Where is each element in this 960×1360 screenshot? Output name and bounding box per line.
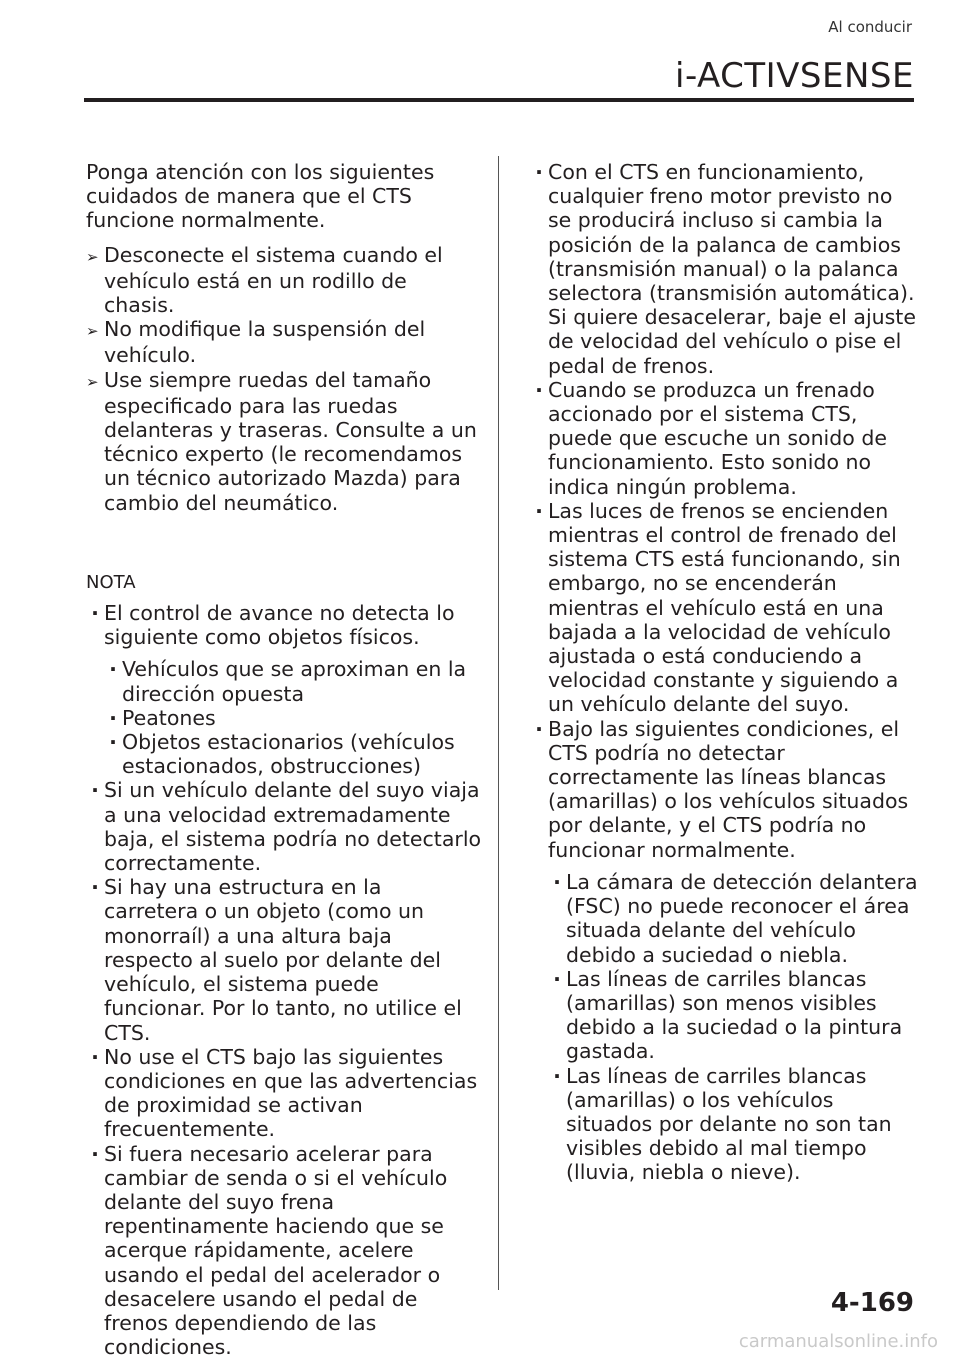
intro-paragraph: Ponga atención con los siguientes cuidados de manera que el CTS funcione normalmente.	[86, 160, 435, 233]
left-column	[86, 160, 482, 1359]
header-rule	[84, 98, 914, 102]
page-number: 4-169	[830, 1288, 914, 1318]
nota-subitem: · Vehículos que se aproximan en la dirección opuesta	[104, 657, 482, 705]
nota-list-continued	[86, 778, 482, 1359]
caution-item: ➢ No modifique la suspensión del vehículo.	[86, 317, 482, 367]
caution-item: ➢ Desconecte el sistema cuando el vehículo está en un rodillo de chasis.	[86, 243, 482, 318]
nota-item: · Si hay una estructura en la carretera o un objeto (como un monorraíl) a una altura baja respecto al suelo por delante del vehículo, el sistema puede funcionar. Por lo tanto, no utilice el CTS.	[86, 875, 482, 1044]
right-item: · Con el CTS en funcionamiento, cualquier freno motor previsto no se producirá incluso si cambia la posición de la palanca de cambios (transmisión manual) o la palanca selectora (transmisión automática). Si quiere desacelerar, baje el ajuste de velocidad del vehículo o pise el pedal de frenos.	[530, 160, 922, 378]
nota-list	[86, 601, 482, 649]
nota-item: · El control de avance no detecta lo siguiente como objetos físicos.	[86, 601, 482, 649]
right-column	[530, 160, 922, 1185]
right-subitem: · La cámara de detección delantera (FSC) no puede reconocer el área situada delante del vehículo debido a suciedad o niebla.	[548, 870, 922, 967]
nota-subitem: · Objetos estacionarios (vehículos estacionados, obstrucciones)	[104, 730, 482, 778]
right-subitem: · Las líneas de carriles blancas (amarillas) son menos visibles debido a la suciedad o la pintura gastada.	[548, 967, 922, 1064]
nota-heading: NOTA	[86, 571, 136, 593]
nota-sublist	[86, 657, 482, 778]
right-item: · Bajo las siguientes condiciones, el CTS podría no detectar correctamente las líneas blancas (amarillas) o los vehículos situados por delante, y el CTS podría no funcionar normalmente.	[530, 717, 922, 862]
right-sublist	[530, 870, 922, 1185]
caution-item: ➢ Use siempre ruedas del tamaño especificado para las ruedas delanteras y traseras. Consulte a un técnico experto (le recomendamos un técnico autorizado Mazda) para cambio del neumático.	[86, 368, 482, 515]
nota-item: · No use el CTS bajo las siguientes condiciones en que las advertencias de proximidad se activan frecuentemente.	[86, 1045, 482, 1142]
nota-subitem: · Peatones	[104, 706, 482, 730]
header-title: i-ACTIVSENSE	[675, 56, 914, 96]
right-item: · Las luces de frenos se encienden mientras el control de frenado del sistema CTS está funcionando, sin embargo, no se encenderán mientras el vehículo está en una bajada a la velocidad de vehículo ajustada o está conduciendo a velocidad constante y siguiendo a un vehículo delante del suyo.	[530, 499, 922, 717]
caution-list	[86, 243, 482, 515]
column-divider	[498, 156, 499, 1290]
right-list	[530, 160, 922, 862]
header-section-label: Al conducir	[828, 18, 912, 36]
nota-item: · Si fuera necesario acelerar para cambiar de senda o si el vehículo delante del suyo frena repentinamente haciendo que se acerque rápidamente, acelere usando el pedal del acelerador o desacelere usando el pedal de frenos dependiendo de las condiciones.	[86, 1142, 482, 1360]
right-item: · Cuando se produzca un frenado accionado por el sistema CTS, puede que escuche un sonido de funcionamiento. Esto sonido no indica ningún problema.	[530, 378, 922, 499]
right-subitem: · Las líneas de carriles blancas (amarillas) o los vehículos situados por delante no son tan visibles debido al mal tiempo (lluvia, niebla o nieve).	[548, 1064, 922, 1185]
watermark: carmanualsonline.info	[738, 1331, 938, 1352]
nota-item: · Si un vehículo delante del suyo viaja a una velocidad extremadamente baja, el sistema podría no detectarlo correctamente.	[86, 778, 482, 875]
